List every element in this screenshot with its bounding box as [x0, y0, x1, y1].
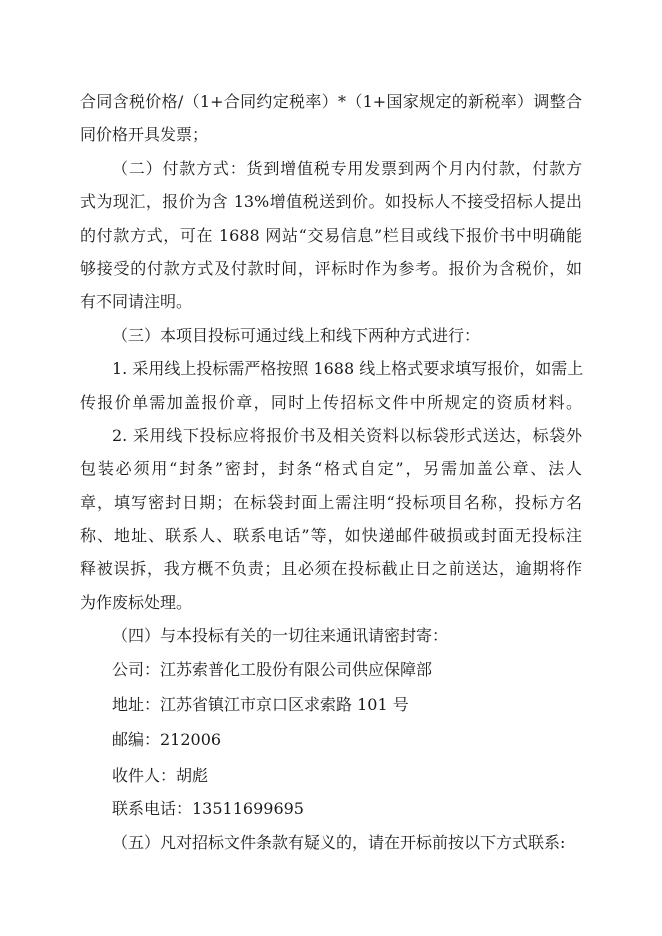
section-heading-correspondence: （四）与本投标有关的一切往来通讯请密封寄：	[112, 626, 449, 646]
text-line: 合同含税价格/（1+合同约定税率）*（1+国家规定的新税率）调整合	[80, 92, 582, 111]
list-item-online: 1. 采用线上投标需严格按照 1688 线上格式要求填写报价，如需上	[112, 359, 584, 379]
text-line: 的付款方式，可在 1688 网站“交易信息”栏目或线下报价书中明确能	[80, 225, 582, 245]
text-line: 章，填写密封日期；在标袋封面上需注明“投标项目名称，投标方名	[80, 492, 582, 512]
list-item-offline: 2. 采用线下投标应将报价书及相关资料以标袋形式送达，标袋外	[112, 425, 582, 445]
text-line: 传报价单需加盖报价章，同时上传招标文件中所规定的资质材料。	[80, 392, 582, 412]
text-line: 为作废标处理。	[80, 592, 193, 612]
section-heading-payment: （二）付款方式：货到增值税专用发票到两个月内付款，付款方	[112, 158, 582, 178]
section-heading-bidding: （三）本项目投标可通过线上和线下两种方式进行：	[112, 325, 481, 345]
text-line: 包装必须用“封条”密封，封条“格式自定”，另需加盖公章、法人	[80, 459, 582, 479]
phone-line: 联系电话：13511699695	[112, 799, 304, 819]
text-line: 称、地址、联系人、联系电话”等，如快递邮件破损或封面无投标注	[80, 526, 582, 546]
section-heading-inquiries: （五）凡对招标文件条款有疑义的，请在开标前按以下方式联系:	[112, 832, 566, 852]
document-body	[80, 85, 582, 859]
text-line: 释被误拆，我方概不负责；且必须在投标截止日之前送达，逾期将作	[80, 559, 582, 579]
company-line: 公司：江苏索普化工股份有限公司供应保障部	[112, 659, 433, 679]
recipient-line: 收件人：胡彪	[112, 765, 209, 785]
address-line: 地址：江苏省镇江市京口区求索路 101 号	[112, 695, 409, 715]
text-line: 式为现汇，报价为含 13%增值税送到价。如投标人不接受招标人提出	[80, 192, 582, 212]
postcode-line: 邮编：212006	[112, 730, 222, 750]
text-line: 有不同请注明。	[80, 292, 193, 312]
text-line: 同价格开具发票；	[80, 125, 209, 145]
text-line: 够接受的付款方式及付款时间，评标时作为参考。报价为含税价，如	[80, 258, 582, 278]
